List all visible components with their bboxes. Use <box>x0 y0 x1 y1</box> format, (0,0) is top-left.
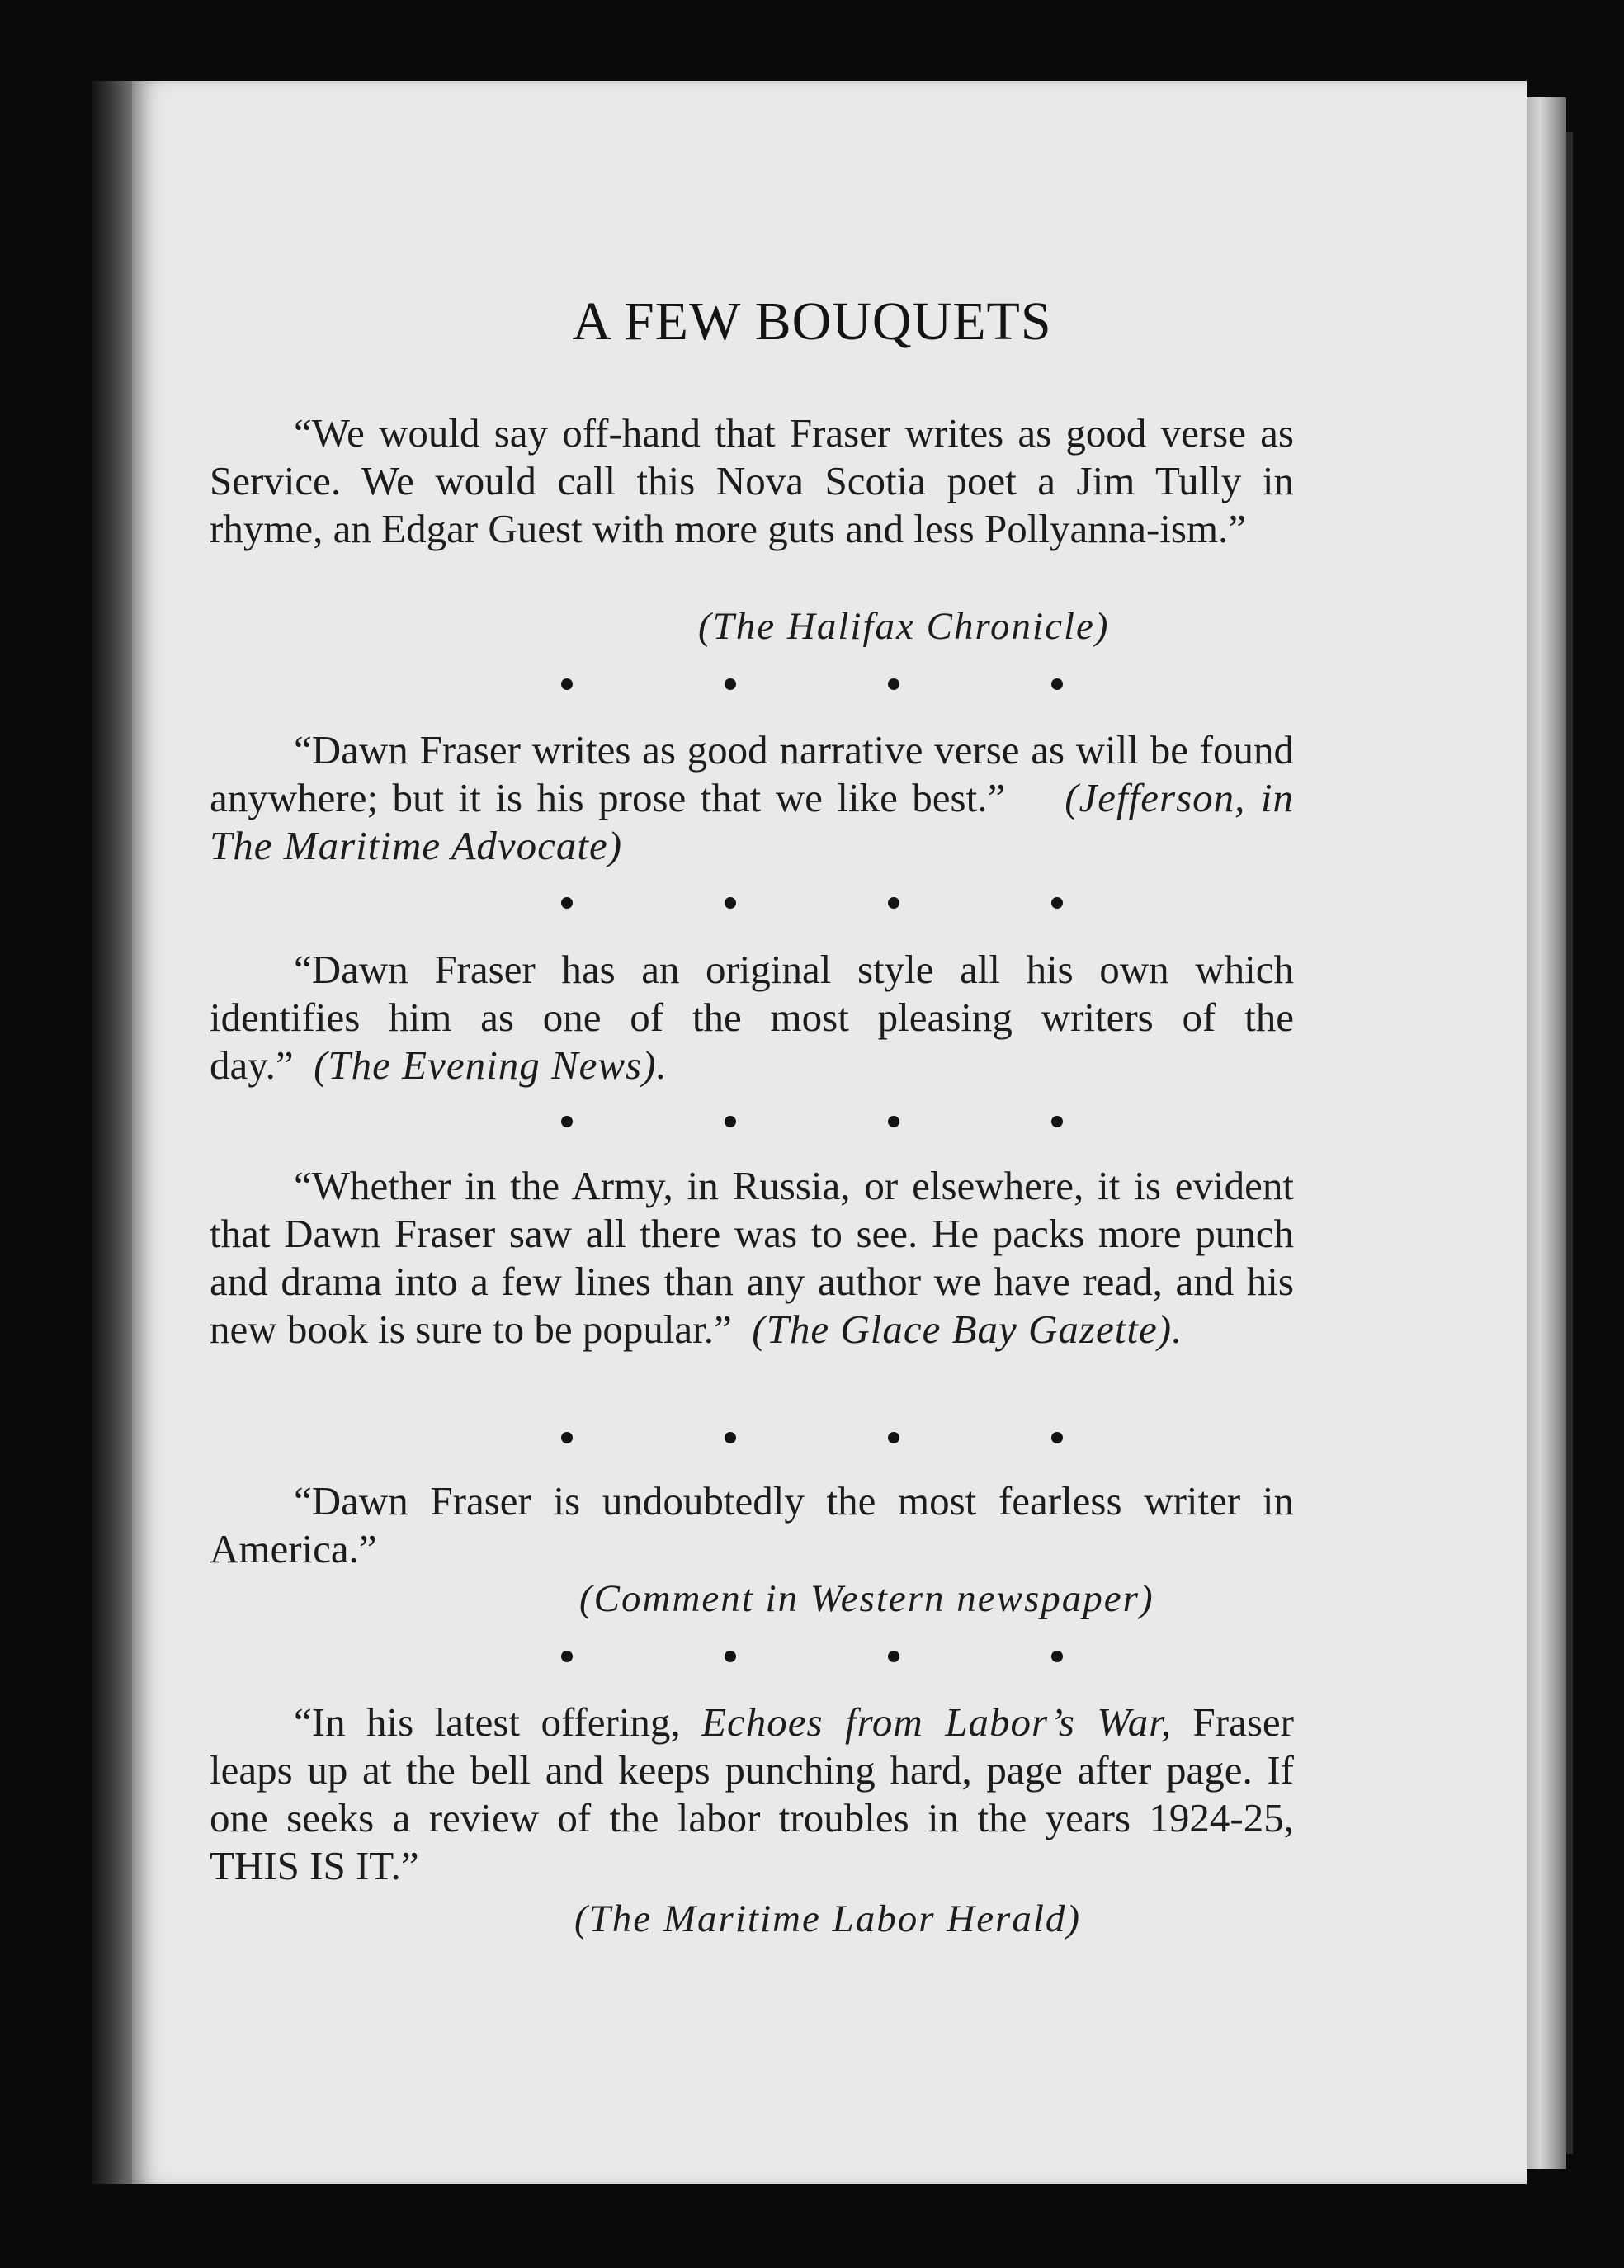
page-title: A FEW BOUQUETS <box>572 291 1052 352</box>
star-icon <box>1051 1651 1063 1662</box>
review-text-1: “We would say off-hand that Fraser writes as good verse as Service. We would call this Nova Scotia poet a Jim Tully in rhyme, an Edgar Guest with more guts and less Pollyanna-ism.” <box>210 410 1294 551</box>
review-text-6-before: “In his latest offering, <box>294 1699 702 1745</box>
star-icon <box>1051 1116 1063 1127</box>
review-quote-2 <box>210 726 1294 870</box>
review-source-3: (The Evening News). <box>314 1042 668 1088</box>
star-icon <box>725 1651 736 1662</box>
review-text-5: “Dawn Fraser is undoubtedly the most fearless writer in America.” <box>210 1478 1294 1571</box>
review-source-4: (The Glace Bay Gazette). <box>752 1306 1183 1352</box>
separator-stars-2 <box>0 895 1624 928</box>
separator-stars-3 <box>0 1114 1624 1147</box>
review-text-6-after: Fraser leaps up at the bell and keeps punching hard, page after page. If one seeks a review of the labor troubles in the years 1924-25, THIS IS IT.” <box>210 1699 1295 1888</box>
star-icon <box>725 1432 736 1443</box>
review-quote-3 <box>210 946 1294 1089</box>
star-icon <box>561 1651 573 1662</box>
star-icon <box>725 678 736 690</box>
review-quote-4 <box>210 1162 1294 1354</box>
star-icon <box>888 897 899 909</box>
review-source-5: (Comment in Western newspaper) <box>579 1577 1154 1620</box>
separator-stars-1 <box>0 677 1624 710</box>
star-icon <box>561 1432 573 1443</box>
review-text-4: “Whether in the Army, in Russia, or elsewhere, it is evident that Dawn Fraser saw all there was to see. He packs more punch and drama into a few lines than any author we have read, and his new book is sure to be popular.” <box>210 1163 1294 1352</box>
star-icon <box>561 1116 573 1127</box>
star-icon <box>888 678 899 690</box>
review-source-2: (Jefferson, in The Maritime Advocate) <box>210 775 1295 868</box>
review-quote-5 <box>210 1477 1294 1573</box>
star-icon <box>888 1432 899 1443</box>
review-text-2: “Dawn Fraser writes as good narrative verse as will be found anywhere; but it is his prose that we like best.” <box>210 727 1294 820</box>
star-icon <box>725 897 736 909</box>
review-source-1: (The Halifax Chronicle) <box>698 605 1110 648</box>
star-icon <box>561 897 573 909</box>
review-book-title: Echoes from Labor’s War, <box>701 1699 1173 1745</box>
star-icon <box>1051 1432 1063 1443</box>
star-icon <box>725 1116 736 1127</box>
star-icon <box>1051 678 1063 690</box>
separator-stars-4 <box>0 1430 1624 1463</box>
star-icon <box>888 1651 899 1662</box>
review-quote-1 <box>210 409 1294 553</box>
star-icon <box>888 1116 899 1127</box>
star-icon <box>1051 897 1063 909</box>
review-source-6: (The Maritime Labor Herald) <box>574 1897 1082 1940</box>
star-icon <box>561 678 573 690</box>
review-text-3: “Dawn Fraser has an original style all his own which identifies him as one of the most pleasing writers of the day.” <box>210 947 1294 1088</box>
separator-stars-5 <box>0 1649 1624 1682</box>
review-quote-6 <box>210 1699 1294 1890</box>
